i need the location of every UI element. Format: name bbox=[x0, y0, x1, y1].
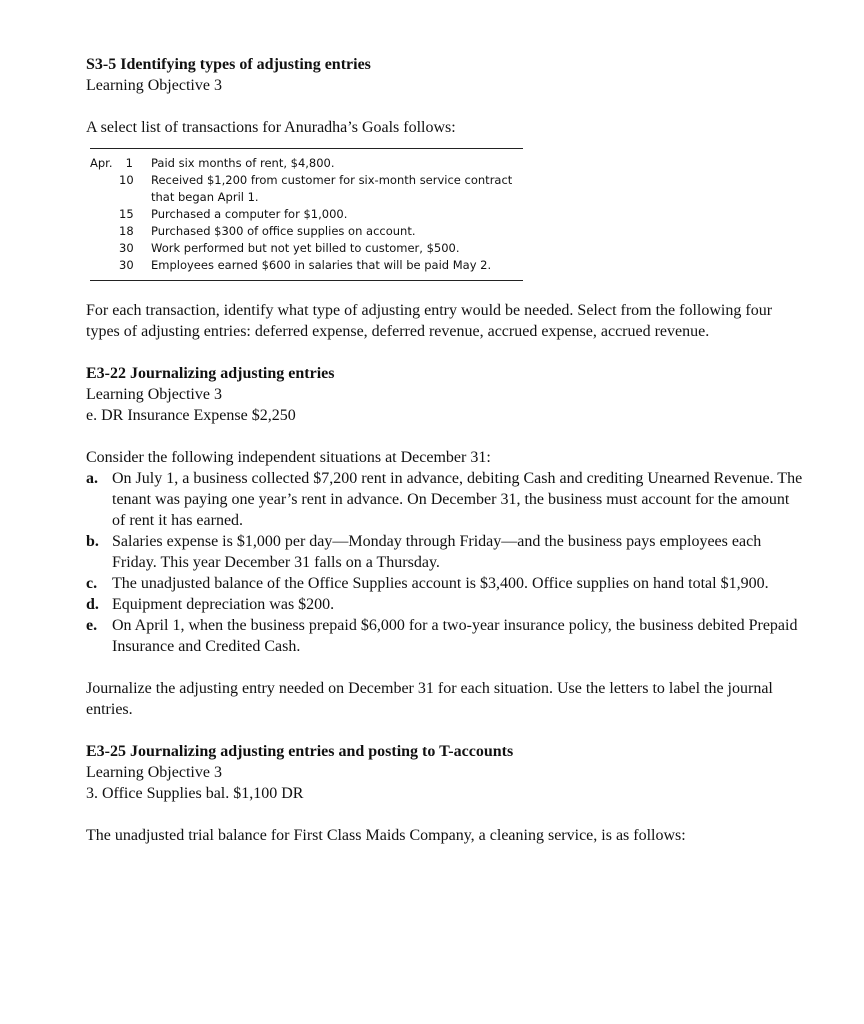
item-label: b. bbox=[86, 533, 99, 550]
transaction-desc: Received $1,200 from customer for six-month service contract that began April 1. bbox=[151, 173, 513, 204]
table-row bbox=[90, 155, 523, 172]
item-label: d. bbox=[86, 596, 99, 613]
e3-22-check-figure: e. DR Insurance Expense $2,250 bbox=[86, 407, 296, 424]
transaction-month bbox=[90, 240, 119, 257]
transaction-month: Apr. bbox=[90, 156, 113, 170]
s3-5-instruction: For each transaction, identify what type of adjusting entry would be needed. Select from the following four types of adjusting entries: deferred expense, deferred revenue, accrued expense, accrued revenue. bbox=[86, 302, 773, 340]
e3-22-objective: Learning Objective 3 bbox=[86, 386, 222, 403]
transaction-desc: Paid six months of rent, $4,800. bbox=[151, 156, 335, 170]
list-item bbox=[86, 615, 806, 657]
item-text: On July 1, a business collected $7,200 rent in advance, debiting Cash and crediting Unearned Revenue. The tenant was paying one year’s rent in advance. On December 31, the business must account for the amount of rent it has earned. bbox=[112, 470, 803, 529]
transaction-day: 18 bbox=[119, 224, 134, 238]
item-label: a. bbox=[86, 470, 98, 487]
transaction-desc: Purchased $300 of office supplies on account. bbox=[151, 224, 416, 238]
transaction-day: 1 bbox=[125, 156, 133, 170]
transaction-day: 15 bbox=[119, 207, 134, 221]
transaction-desc: Purchased a computer for $1,000. bbox=[151, 207, 348, 221]
s3-5-objective: Learning Objective 3 bbox=[86, 77, 222, 94]
situations-list bbox=[86, 468, 806, 657]
e3-25-objective: Learning Objective 3 bbox=[86, 764, 222, 781]
s3-5-title: S3-5 Identifying types of adjusting entries bbox=[86, 56, 371, 73]
transaction-month bbox=[90, 206, 119, 223]
item-text: On April 1, when the business prepaid $6,000 for a two-year insurance policy, the business debited Prepaid Insurance and Credited Cash. bbox=[112, 617, 798, 655]
transaction-month bbox=[90, 257, 119, 274]
table-row bbox=[90, 223, 523, 240]
e3-22-title: E3-22 Journalizing adjusting entries bbox=[86, 365, 335, 382]
e3-25-check-figure: 3. Office Supplies bal. $1,100 DR bbox=[86, 785, 304, 802]
s3-5-intro: A select list of transactions for Anuradha’s Goals follows: bbox=[86, 119, 456, 136]
table-row bbox=[90, 240, 523, 257]
transaction-desc: Employees earned $600 in salaries that will be paid May 2. bbox=[151, 258, 492, 272]
item-label: e. bbox=[86, 617, 98, 634]
transaction-month bbox=[90, 223, 119, 240]
transaction-day: 30 bbox=[119, 258, 134, 272]
item-text: Equipment depreciation was $200. bbox=[112, 596, 335, 613]
transaction-day: 30 bbox=[119, 241, 134, 255]
table-row bbox=[90, 257, 523, 274]
list-item bbox=[86, 594, 806, 615]
e3-25-intro: The unadjusted trial balance for First Class Maids Company, a cleaning service, is as follows: bbox=[86, 827, 686, 844]
table-row bbox=[90, 206, 523, 223]
item-text: The unadjusted balance of the Office Supplies account is $3,400. Office supplies on hand total $1,900. bbox=[112, 575, 769, 592]
list-item bbox=[86, 531, 806, 573]
transactions-table bbox=[90, 148, 523, 281]
e3-25-title: E3-25 Journalizing adjusting entries and posting to T-accounts bbox=[86, 743, 514, 760]
transaction-desc: Work performed but not yet billed to customer, $500. bbox=[151, 241, 460, 255]
document-page bbox=[86, 54, 806, 846]
item-label: c. bbox=[86, 575, 98, 592]
table-row bbox=[90, 172, 523, 206]
e3-22-instruction: Journalize the adjusting entry needed on December 31 for each situation. Use the letters to label the journal entries. bbox=[86, 680, 773, 718]
transaction-month bbox=[90, 172, 119, 206]
e3-22-intro: Consider the following independent situations at December 31: bbox=[86, 449, 491, 466]
transaction-day: 10 bbox=[119, 173, 134, 187]
list-item bbox=[86, 468, 806, 531]
list-item bbox=[86, 573, 806, 594]
item-text: Salaries expense is $1,000 per day—Monday through Friday—and the business pays employees each Friday. This year December 31 falls on a Thursday. bbox=[112, 533, 762, 571]
